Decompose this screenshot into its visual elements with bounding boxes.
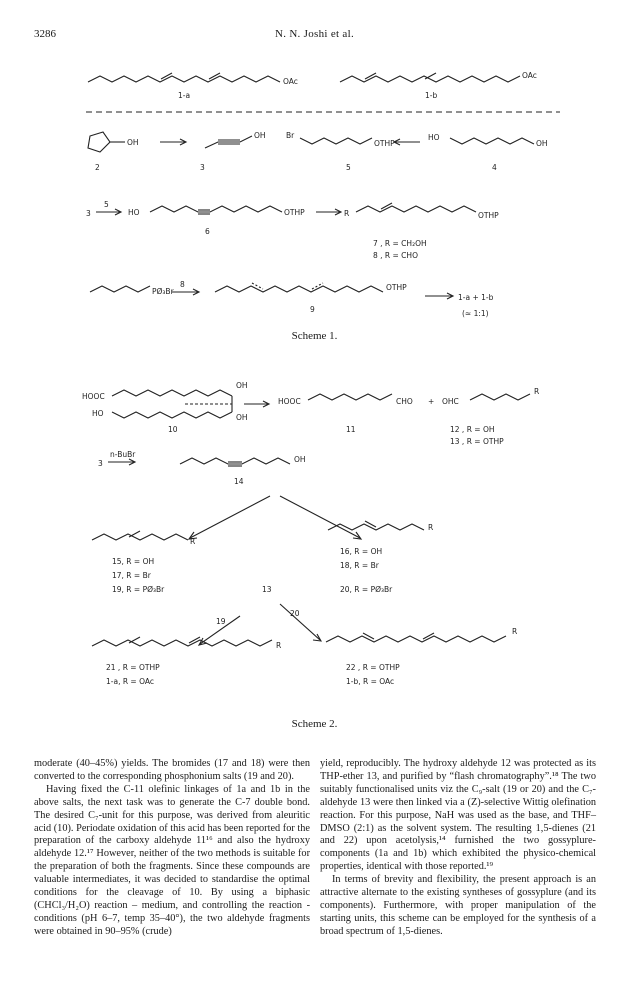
label-oh-3: OH [254, 131, 266, 140]
structure-3 [205, 136, 252, 148]
label-arrow-19: 19 [216, 617, 226, 626]
label-6: 6 [205, 227, 210, 236]
scheme-2-caption: Scheme 2. [291, 718, 338, 730]
label-r-22: R [512, 627, 518, 636]
label-hooc-10: HOOC [82, 392, 105, 401]
label-othp-5: OTHP [374, 139, 395, 148]
label-1b-oac: 1-b, R = OAc [346, 677, 395, 686]
label-ho-10: HO [92, 409, 104, 418]
label-r-12: R [534, 387, 540, 396]
scheme-1-caption: Scheme 1. [291, 330, 338, 342]
structure-4 [450, 138, 534, 144]
label-reagent-5: 5 [104, 200, 109, 209]
label-7: 7 , R = CH₂OH [373, 239, 427, 248]
label-20: 20, R = PØ₃Br [340, 585, 393, 594]
label-plus: + [428, 397, 435, 406]
label-4: 4 [492, 163, 497, 172]
body-column-left [34, 758, 310, 939]
right-paragraph-1: yield, reproducibly. The hydroxy aldehyde 12 was protected as its THP-ether 13, and purified by “flash chromatography”.¹⁸ The two suitably functionalised units viz the C₉-salt (19 or 20) and the C₇-aldehyde 13 were then linked via a (Z)-selective Wittig olefination reaction. For this purpose, NaH was used as the base, and THF–DMSO (2:1) as the solvent system. The resulting 1,5-dienes (21 and 22) upon acetolysis,¹⁴ furnished the two gossyplure-components (1a and 1b) which exhibited the physico-chemical properties, identical with those reported.¹⁹ [320, 758, 596, 873]
label-22: 22 , R = OTHP [346, 663, 400, 672]
label-19: 19, R = PØ₃Br [112, 585, 165, 594]
label-oh-10a: OH [236, 381, 248, 390]
body-column-right [320, 758, 596, 939]
label-ho-4: HO [428, 133, 440, 142]
label-16: 16, R = OH [340, 547, 383, 556]
label-ohc-12: OHC [442, 397, 459, 406]
scheme-1-figure [0, 60, 629, 360]
label-oh-4: OH [536, 139, 548, 148]
label-12: 12 , R = OH [450, 425, 495, 434]
label-21: 21 , R = OTHP [106, 663, 160, 672]
label-15: 15, R = OH [112, 557, 155, 566]
label-r-7: R [344, 209, 350, 218]
label-cho-11: CHO [396, 397, 413, 406]
structure-14 [180, 458, 290, 464]
structure-2 [88, 132, 110, 152]
label-othp-6: OTHP [284, 208, 305, 217]
label-17: 17, R = Br [112, 571, 151, 580]
label-oh-2: OH [127, 138, 139, 147]
label-14: 14 [234, 477, 244, 486]
label-9: 9 [310, 305, 315, 314]
label-ratio: (≃ 1:1) [462, 309, 489, 318]
label-oh-10b: OH [236, 413, 248, 422]
left-paragraph-1: moderate (40–45%) yields. The bromides (17 and 18) were then converted to the corresponding phosphonium salts (19 and 20). [34, 758, 310, 782]
left-paragraph-2: Having fixed the C-11 olefinic linkages of 1a and 1b in the above salts, the next task was to generate the C-7 double bond. The desired C₇-unit for this purpose, was derived from aleuritic acid (10). Periodate oxidation of this acid has been reported for the preparation of the carboxy aldehyde 11¹⁶ and also the hydroxy aldehyde 12.¹⁷ However, neither of the two methods is suitable for the preparation of both the fragments. Since these compounds are valuable intermediates, it was decided to standardise the optimal conditions for the cleavage of 10. By using a biphasic (CHCl₃/H₂O) reaction – medium, and controlling the reaction - conditions (pH 6–7, temp 35–40°), the two aldehyde fragments were obtained in 90–95% (crude) [34, 783, 310, 937]
label-oac-1b: OAc [522, 71, 537, 80]
page-number: 3286 [34, 28, 56, 40]
label-arrow-20: 20 [290, 609, 300, 618]
structure-10-lower [112, 412, 232, 418]
structure-1b [340, 76, 520, 82]
label-reactant-3: 3 [98, 459, 103, 468]
label-othp-9: OTHP [386, 283, 407, 292]
label-ho-6: HO [128, 208, 140, 217]
structure-15 [92, 534, 188, 540]
label-13-center: 13 [262, 585, 272, 594]
label-5: 5 [346, 163, 351, 172]
right-paragraph-2: In terms of brevity and flexibility, the present approach is an attractive alternate to the existing syntheses of gossyplure (and its components). Furthermore, with proper manipulation of the starting units, this scheme can be employed for the synthesis of a broad spectrum of 1,5-dienes. [320, 874, 596, 937]
label-18: 18, R = Br [340, 561, 379, 570]
label-oac-1a: OAc [283, 77, 298, 86]
label-reactant-3: 3 [86, 209, 91, 218]
structure-10-upper [112, 390, 232, 396]
label-2: 2 [95, 163, 100, 172]
label-oh-14: OH [294, 455, 306, 464]
label-11: 11 [346, 425, 356, 434]
label-product: 1-a + 1-b [458, 293, 494, 302]
label-r-16: R [428, 523, 434, 532]
structure-ylide [90, 286, 150, 292]
label-ylide: PØ₃Br [152, 287, 174, 296]
label-r-15: R [190, 537, 196, 546]
label-8: 8 , R = CHO [373, 251, 418, 260]
structure-22 [326, 636, 506, 642]
label-1a-oac: 1-a, R = OAc [106, 677, 154, 686]
running-header-authors: N. N. Joshi et al. [274, 28, 355, 40]
label-r-21: R [276, 641, 282, 650]
scheme-2-figure [0, 370, 629, 710]
structure-9 [215, 286, 383, 292]
label-3: 3 [200, 163, 205, 172]
label-hooc-11: HOOC [278, 397, 301, 406]
structure-5 [300, 138, 372, 144]
label-reagent-nbubr: n-BuBr [110, 450, 136, 459]
structure-11 [308, 394, 392, 400]
label-1a: 1-a [178, 91, 191, 100]
structure-7 [356, 206, 476, 212]
structure-21 [92, 640, 272, 646]
label-1b: 1-b [425, 91, 438, 100]
structure-6 [150, 206, 282, 212]
structure-1a [88, 76, 280, 82]
label-13: 13 , R = OTHP [450, 437, 504, 446]
structure-12 [470, 394, 530, 400]
label-othp-7: OTHP [478, 211, 499, 220]
label-reagent-8: 8 [180, 280, 185, 289]
label-10: 10 [168, 425, 178, 434]
label-br-5: Br [286, 131, 295, 140]
